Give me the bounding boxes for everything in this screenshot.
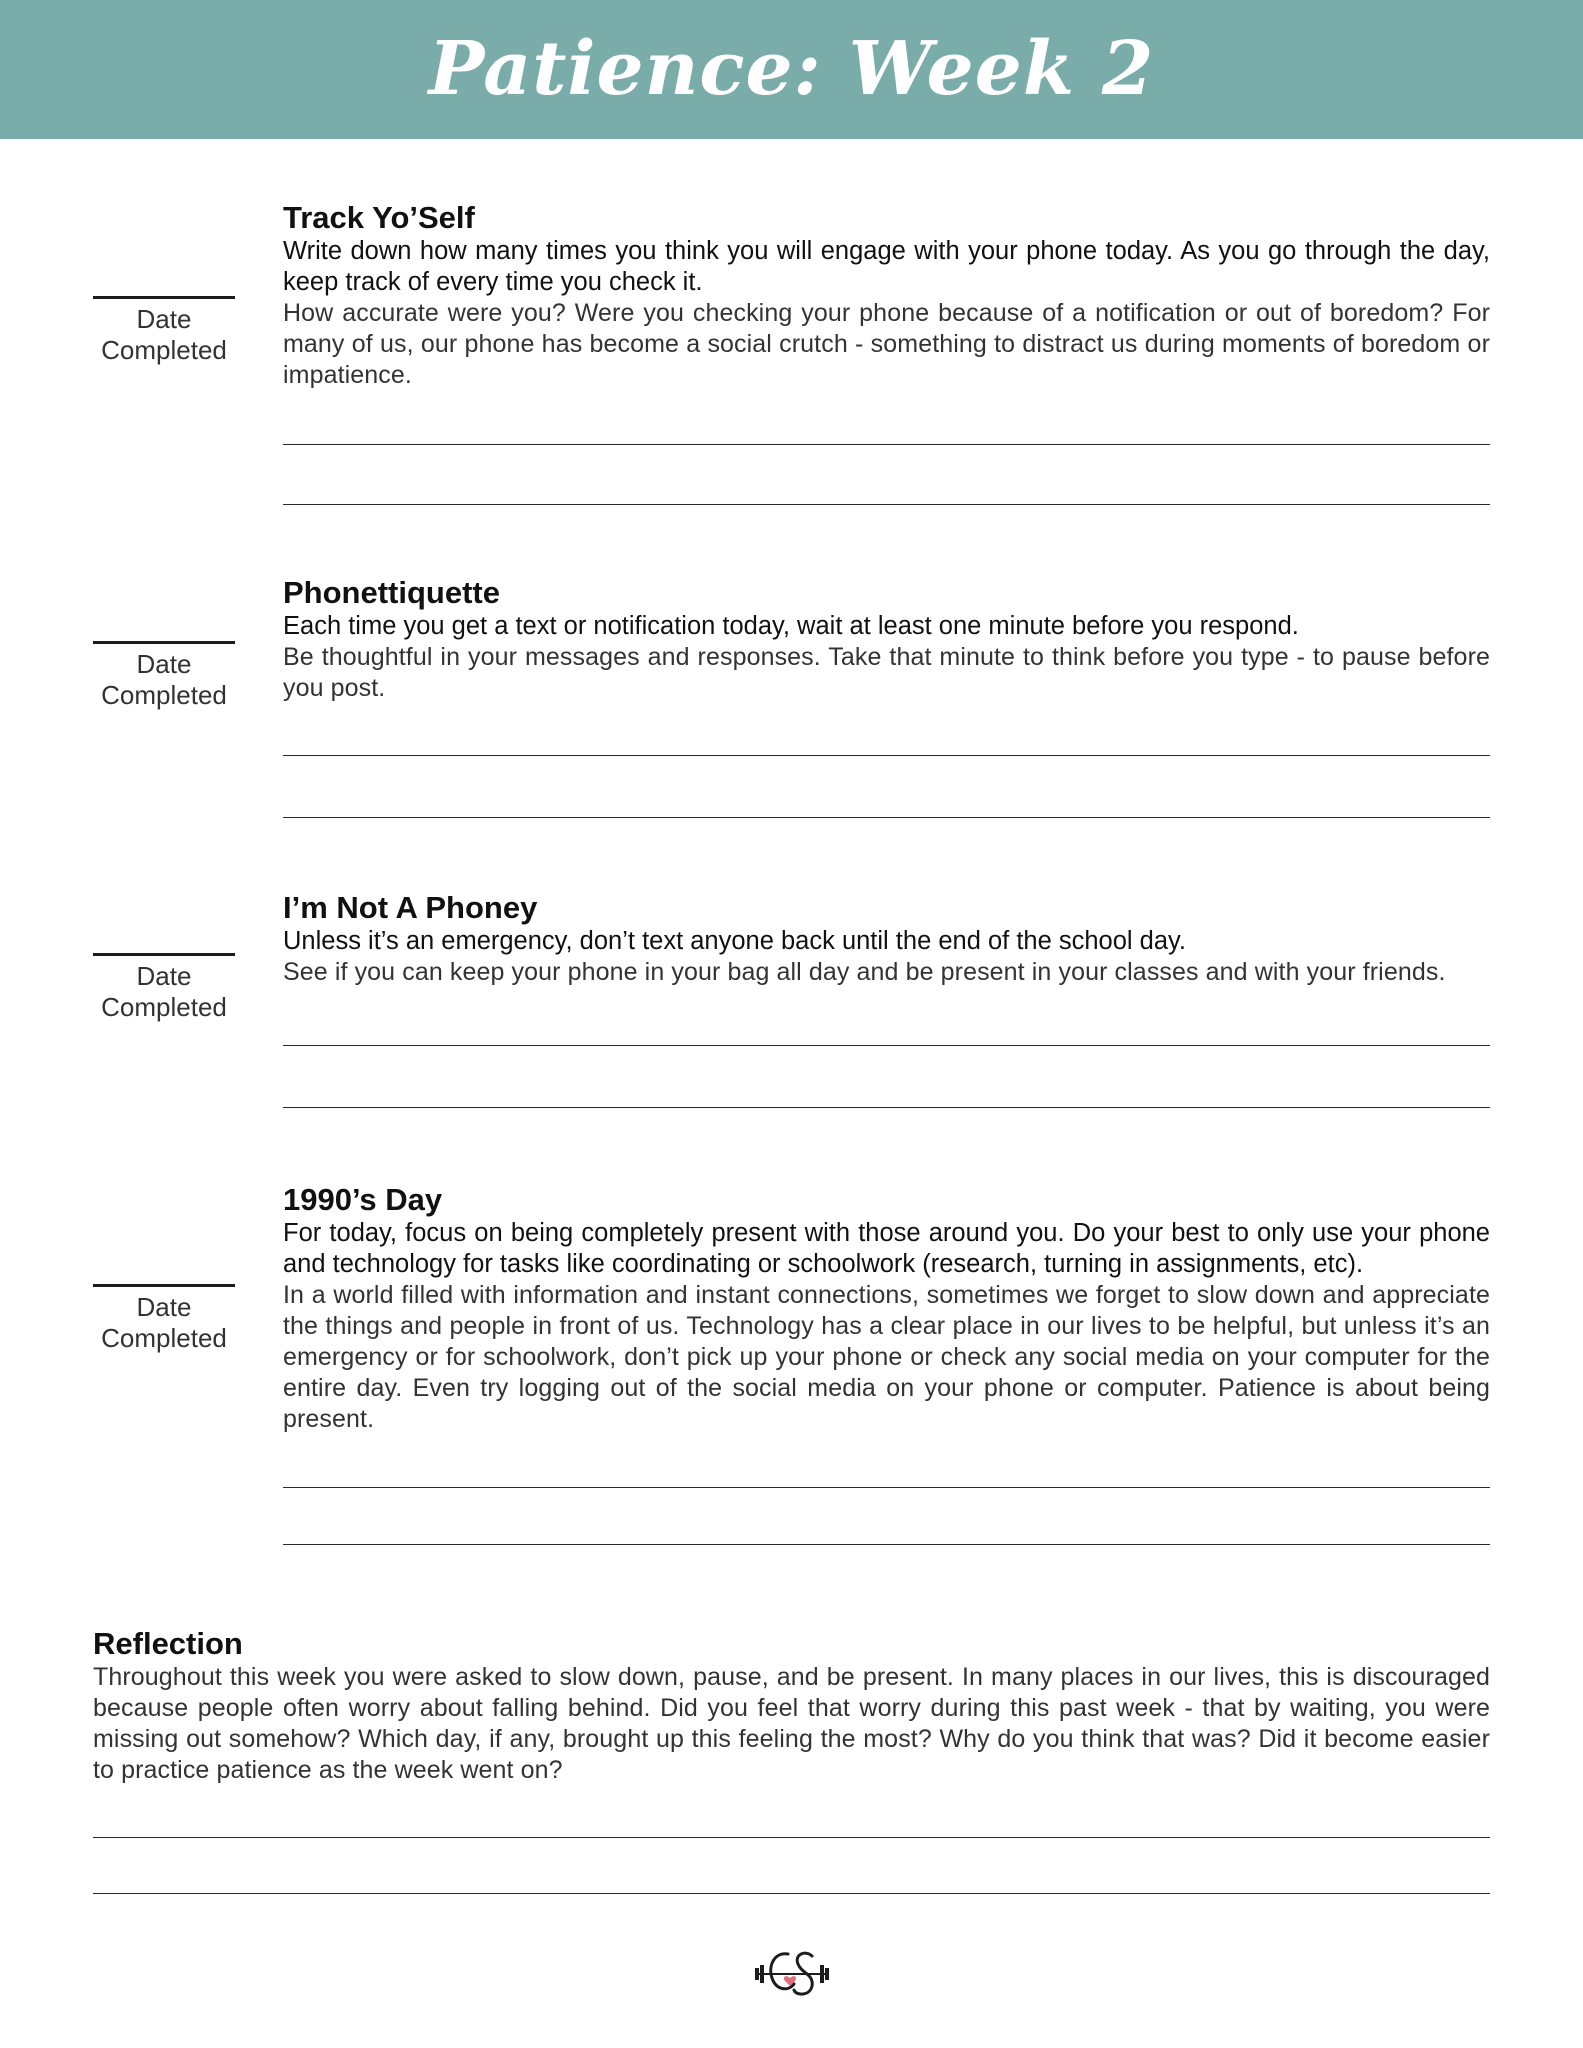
task-instruction: For today, focus on being completely present with those around you. Do your best to only use your phone and technology for tasks like coordinating or schoolwork (research, turning in assignments, etc). (283, 1219, 1490, 1278)
page-title: Patience: Week 2 (428, 26, 1155, 112)
answer-line[interactable] (93, 1893, 1490, 1894)
date-label: Date (136, 304, 192, 334)
task-heading: 1990’s Day (283, 1182, 443, 1217)
answer-line[interactable] (283, 444, 1490, 445)
date-label: Date (136, 1292, 192, 1322)
date-label: Date (136, 961, 192, 991)
task-detail: In a world filled with information and instant connections, sometimes we forget to slow down and appreciate the things and people in front of us. Technology has a clear place in our lives to be helpful, but unless it’s an emergency or for schoolwork, don’t pick up your phone or check any social media on your computer for the entire day. Even try logging out of the social media on your phone or computer. Patience is about being present. (283, 1281, 1490, 1433)
date-completed-field[interactable] (93, 641, 235, 711)
task-detail: See if you can keep your phone in your bag all day and be present in your classes and with your friends. (283, 958, 1446, 986)
reflection-section (93, 1626, 1490, 1786)
logo-icon (752, 1944, 832, 2000)
date-completed-field[interactable] (93, 296, 235, 366)
answer-line[interactable] (283, 1544, 1490, 1545)
task-instruction: Write down how many times you think you will engage with your phone today. As you go through the day, keep track of every time you check it. (283, 237, 1490, 296)
answer-line[interactable] (283, 755, 1490, 756)
task-heading: Phonettiquette (283, 575, 500, 610)
date-completed-field[interactable] (93, 1284, 235, 1354)
task-heading: Track Yo’Self (283, 200, 475, 235)
completed-label: Completed (101, 335, 227, 365)
answer-line[interactable] (283, 1045, 1490, 1046)
answer-line[interactable] (283, 817, 1490, 818)
reflection-text: Throughout this week you were asked to slow down, pause, and be present. In many places in our lives, this is discouraged because people often worry about falling behind. Did you feel that worry during this past week - that by waiting, you were missing out somehow? Which day, if any, brought up this feeling the most? Why do you think that was? Did it become easier to practice patience as the week went on? (93, 1663, 1490, 1784)
task-instruction: Each time you get a text or notification today, wait at least one minute before you respond. (283, 612, 1299, 640)
task-instruction: Unless it’s an emergency, don’t text anyone back until the end of the school day. (283, 927, 1186, 955)
date-label: Date (136, 649, 192, 679)
task-detail: Be thoughtful in your messages and responses. Take that minute to think before you type - to pause before you post. (283, 643, 1490, 702)
completed-label: Completed (101, 1323, 227, 1353)
task-detail: How accurate were you? Were you checking your phone because of a notification or out of boredom? For many of us, our phone has become a social crutch - something to distract us during moments of boredom or impatience. (283, 299, 1490, 389)
answer-line[interactable] (283, 504, 1490, 505)
completed-label: Completed (101, 680, 227, 710)
task-heading: I’m Not A Phoney (283, 890, 538, 925)
answer-line[interactable] (93, 1837, 1490, 1838)
completed-label: Completed (101, 992, 227, 1022)
answer-line[interactable] (283, 1487, 1490, 1488)
cs-dumbbell-heart-logo (752, 1944, 832, 2000)
answer-line[interactable] (283, 1107, 1490, 1108)
reflection-heading: Reflection (93, 1626, 243, 1661)
date-completed-field[interactable] (93, 953, 235, 1023)
